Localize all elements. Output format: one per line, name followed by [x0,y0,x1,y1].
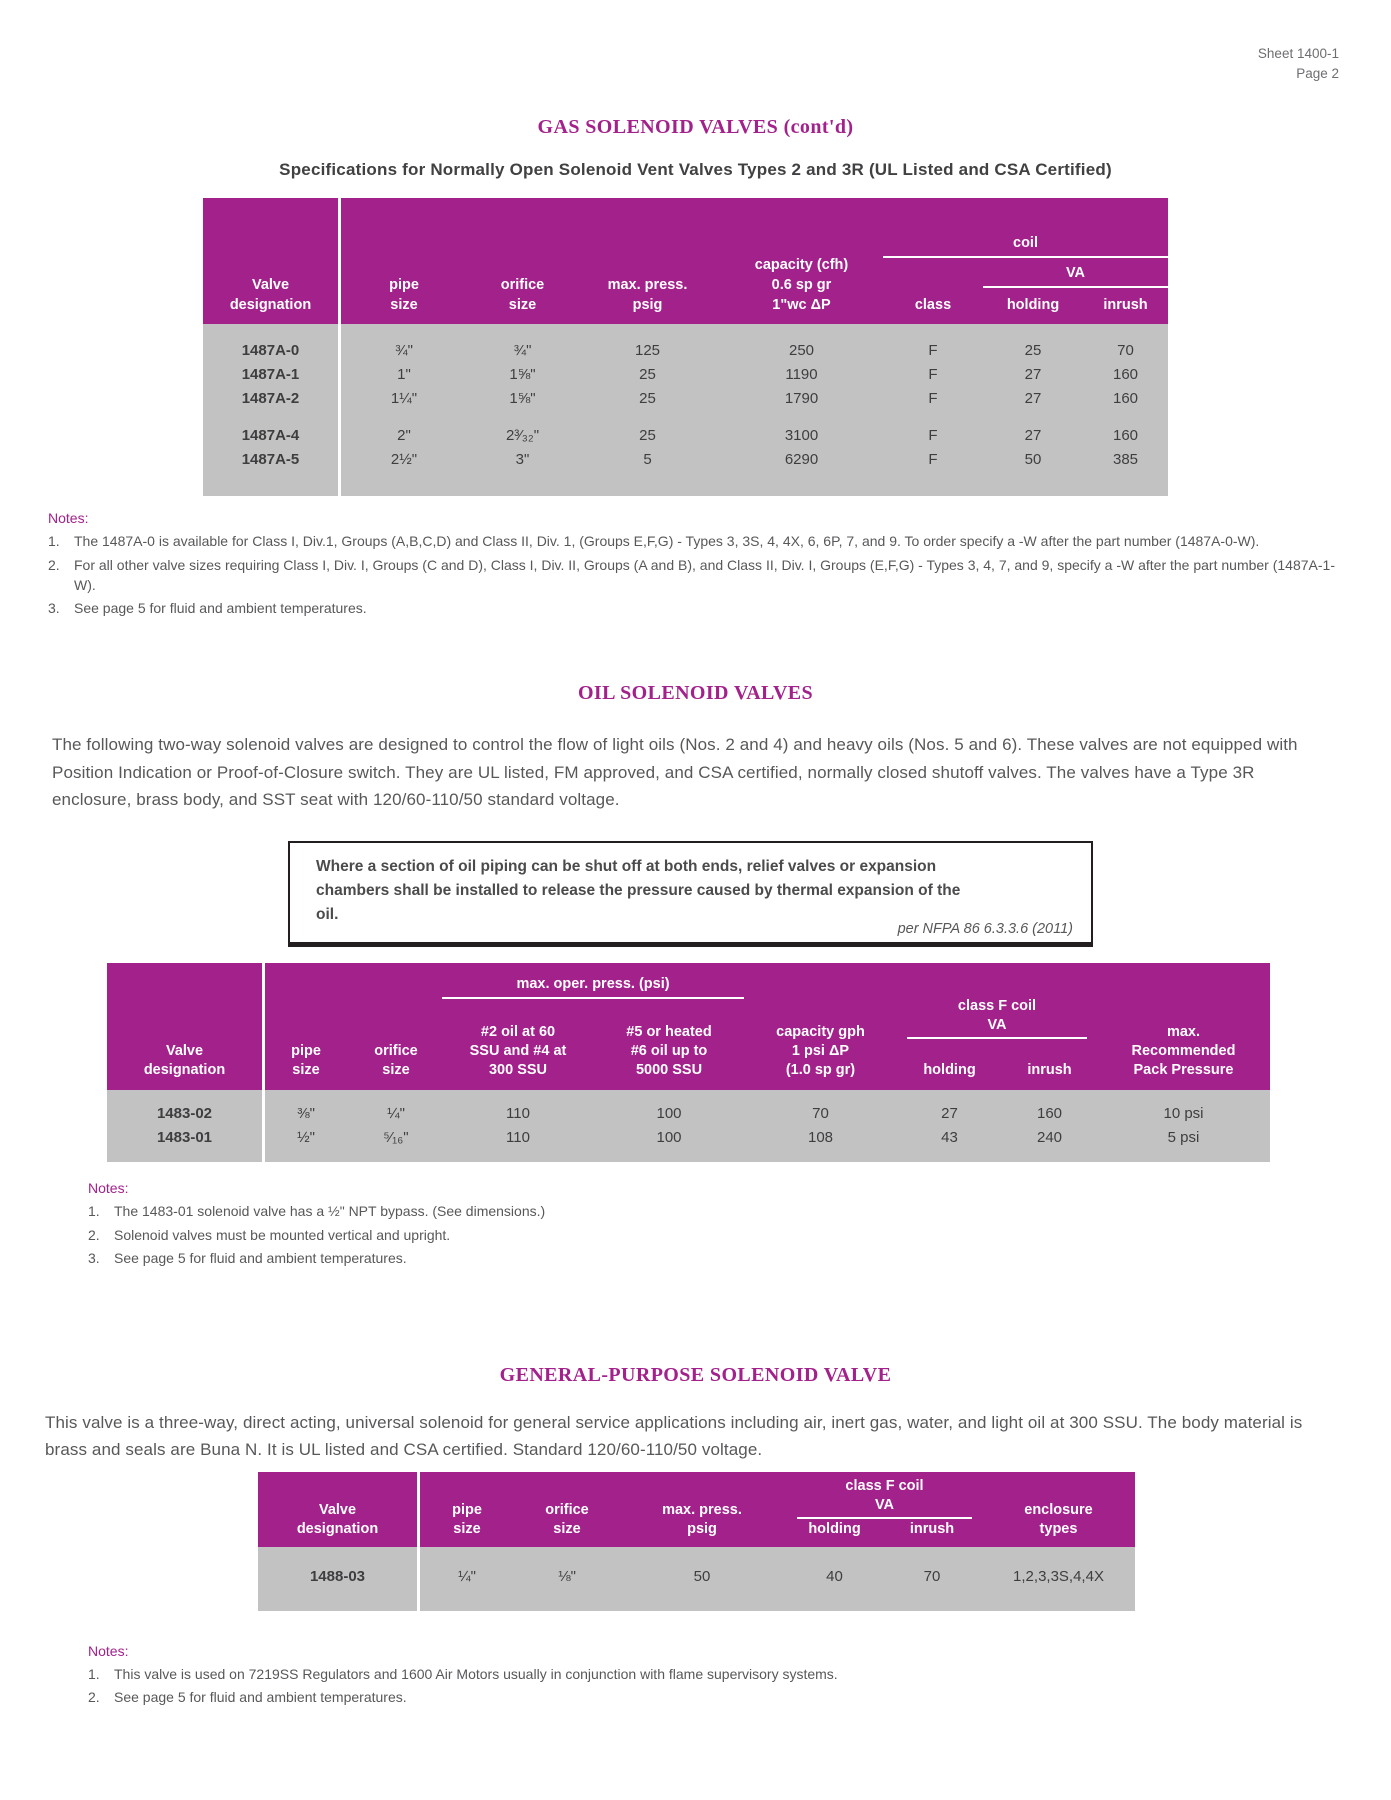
header-line: size [390,297,418,313]
table-cell: F [928,366,938,383]
header-line: Recommended [1131,1043,1236,1060]
header-line: holding [1006,297,1060,313]
col-header-valve-designation [258,1472,417,1547]
table-cell: 50 [1024,451,1042,468]
max-oper-press-group-header: max. oper. press. (psi) [442,975,744,999]
coil-group-header: coil [883,234,1168,258]
table-row [203,424,1168,448]
gp-table-body [258,1547,1135,1611]
note-item [88,1664,1308,1684]
table-cell: 250 [788,342,815,359]
table-row [203,448,1168,472]
col-header-capacity [744,963,897,1090]
header-line: max. press. [607,277,688,293]
table-cell: 10 psi [1163,1105,1204,1123]
note-number: 2. [88,1689,100,1706]
va-group-line: VA [907,1016,1087,1039]
col-header-pipe-size [338,198,470,324]
col-header-orifice-size [517,1472,617,1547]
gp-notes [88,1641,1308,1708]
header-line: 5000 SSU [635,1062,703,1079]
table-cell: 160 [1112,390,1139,407]
table-cell: 50 [693,1567,711,1585]
warning-text: Where a section of oil piping can be shut off at both ends, relief valves or expansion chambers shall be installed to release the pressure caused by thermal expansion of the oil. [316,858,961,924]
warning-attribution: per NFPA 86 6.3.3.6 (2011) [897,921,1073,938]
oil-valves-table [107,963,1270,1162]
gp-section-title: GENERAL-PURPOSE SOLENOID VALVE [499,1364,892,1387]
note-text: See page 5 for fluid and ambient temperatures. [114,1689,407,1706]
table-row [107,1102,1270,1126]
coil-group-line: class F coil [957,998,1037,1015]
col-header-pipe-size [262,963,350,1090]
note-number: 1. [88,1203,100,1220]
table-cell: ¼" [458,1567,476,1585]
table-cell: 1,2,3,3S,4,4X [1013,1567,1104,1585]
col-header-holding [983,198,1083,324]
table-cell: 2½" [390,451,418,468]
table-cell: 100 [656,1105,682,1123]
table-row [203,387,1168,411]
table-row [258,1565,1135,1589]
note-number: 3. [48,600,60,617]
column-divider [338,198,341,496]
table-cell: 1487A-1 [241,366,300,383]
header-line: class [914,297,952,313]
note-item [88,1248,1308,1268]
note-item [48,598,1340,618]
note-item [48,531,1340,551]
table-cell: 40 [826,1567,843,1585]
header-line: #2 oil at 60 [480,1024,556,1041]
table-cell: 110 [506,1105,530,1123]
header-line: holding [923,1062,976,1079]
header-line: holding [808,1520,861,1537]
header-line: size [508,297,537,313]
col-header-valve-designation [107,963,262,1090]
table-cell: 385 [1112,451,1139,468]
note-text: For all other valve sizes requiring Class I, Div. I, Groups (C and D), Class I, Div. II, Groups (A and B), and Class II, Div. I, Groups (E,F,G) - Types 3, 4, 7, and 9, specify a -W after the part number (1487A-1-W). [74,556,1335,593]
table-row [203,339,1168,363]
header-line: orifice [374,1043,418,1060]
col-header-pack-pressure [1097,963,1270,1090]
note-number: 1. [48,533,60,550]
gas-section-title: GAS SOLENOID VALVES (cont'd) [537,116,854,138]
note-item [88,1687,1308,1707]
col-header-orifice-size [350,963,442,1090]
table-cell: ⅜" [297,1105,315,1123]
class-f-coil-group-header [897,997,1097,1039]
table-cell: F [928,390,938,407]
col-header-valve-designation [203,198,338,324]
column-divider [417,1472,420,1611]
header-line: SSU and #4 at [469,1043,567,1060]
oil-section-paragraph: The following two-way solenoid valves are designed to control the flow of light oils (Nos. 2 and 4) and heavy oils (Nos. 5 and 6). These valves are not equipped with Position Indication or Proof-of-Closure switch. They are UL listed, FM approved, and CSA certified, normally closed shutoff valves. The valves have a Type 3R enclosure, brass body, and SST seat with 120/60-110/50 standard voltage. [52,735,1298,809]
table-cell: 1790 [784,390,819,407]
table-cell: 27 [941,1105,958,1123]
note-text: See page 5 for fluid and ambient temperatures. [74,600,367,617]
table-cell: 1487A-0 [241,342,300,359]
header-line: size [292,1062,320,1079]
header-line: size [453,1520,481,1537]
table-cell: 27 [1024,390,1042,407]
header-line: pipe [291,1043,321,1060]
header-line: #5 or heated [626,1024,712,1041]
table-cell: 2³⁄₃₂" [505,427,540,444]
nfpa-warning-box [288,841,1093,947]
table-cell: 3" [515,451,530,468]
table-cell: 5 psi [1167,1129,1200,1147]
table-cell: F [928,427,938,444]
header-line: orifice [500,277,545,293]
table-cell: 1488-03 [309,1567,366,1585]
table-row [107,1126,1270,1150]
class-f-coil-group-header [787,1477,982,1519]
col-header-capacity [720,198,883,324]
notes-label: Notes: [88,1642,129,1659]
gas-table-header [203,198,1168,324]
header-line: capacity gph [776,1024,865,1041]
note-number: 2. [48,556,60,573]
table-cell: F [928,451,938,468]
table-cell: 25 [1024,342,1042,359]
table-cell: F [928,342,938,359]
gas-section-subtitle: Specifications for Normally Open Solenoid Vent Valves Types 2 and 3R (UL Listed and CSA Certified) [279,160,1112,179]
table-cell: 5 [643,451,652,468]
table-cell: 1487A-5 [241,451,300,468]
header-line: inrush [1103,297,1148,313]
table-cell: 27 [1024,366,1042,383]
table-cell: 1487A-2 [241,390,300,407]
note-text: The 1483-01 solenoid valve has a ½" NPT bypass. (See dimensions.) [114,1203,546,1220]
header-line: 1 psi ΔP [791,1043,850,1060]
header-line: psig [632,297,663,313]
table-cell: 25 [639,427,656,444]
header-line: max. [1166,1024,1201,1041]
col-header-inrush [1083,198,1168,324]
table-cell: 43 [941,1129,958,1147]
column-divider [262,963,265,1162]
note-text: The 1487A-0 is available for Class I, Div.1, Groups (A,B,C,D) and Class II, Div. 1, (Groups E,F,G) - Types 3, 3S, 4, 4X, 6, 6P, 7, and 9. To order specify a -W after the part number (1487A-0-W). [74,533,1260,550]
gp-table-header [258,1472,1135,1547]
table-cell: 160 [1112,366,1139,383]
gas-table-rowgroup-1 [203,339,1168,411]
table-cell: 3100 [784,427,819,444]
table-cell: 70 [923,1567,941,1585]
table-cell: 25 [639,366,656,383]
header-line: 300 SSU [488,1062,548,1079]
header-line: max. press. [662,1501,742,1518]
header-line: size [553,1520,581,1537]
table-cell: 110 [506,1129,530,1147]
header-line: inrush [1027,1062,1072,1079]
header-line: types [1039,1520,1078,1537]
table-row [203,363,1168,387]
gas-table-rowgroup-2 [203,424,1168,472]
note-text: This valve is used on 7219SS Regulators and 1600 Air Motors usually in conjunction with flame supervisory systems. [114,1665,838,1682]
table-cell: 1¼" [390,390,418,407]
header-line: designation [229,297,312,313]
table-cell: 240 [1036,1129,1063,1147]
col-header-pipe-size [417,1472,517,1547]
note-number: 2. [88,1226,100,1243]
header-line: Valve [165,1043,204,1060]
oil-table-rows [107,1102,1270,1150]
note-item [48,555,1340,596]
gas-valves-table [203,198,1168,496]
table-cell: 70 [812,1105,829,1123]
table-cell: ⁵⁄₁₆" [383,1129,409,1147]
gp-table-column-headers [258,1472,1135,1547]
va-group-line: VA [797,1496,972,1519]
gp-section-paragraph: This valve is a three-way, direct acting, universal solenoid for general service applications including air, inert gas, water, and light oil at 300 SSU. The body material is brass and seals are Buna N. It is UL listed and CSA certified. Standard 120/60-110/50 voltage. [45,1413,1303,1460]
col-header-enclosure-types [982,1472,1135,1547]
note-number: 1. [88,1665,100,1682]
gas-table-body [203,324,1168,496]
table-cell: 1487A-4 [241,427,300,444]
header-line: designation [296,1520,379,1537]
table-cell: 160 [1036,1105,1063,1123]
header-line: Valve [318,1501,357,1518]
note-item [88,1225,1308,1245]
header-line: orifice [545,1501,589,1518]
note-text: Solenoid valves must be mounted vertical and upright. [114,1226,451,1243]
sheet-info [1258,44,1339,85]
col-header-max-press [617,1472,787,1547]
gas-notes [48,508,1340,618]
note-item [88,1201,1308,1221]
note-text: See page 5 for fluid and ambient temperatures. [114,1249,407,1266]
col-header-class [883,198,983,324]
va-group-header: VA [983,264,1168,288]
header-line: size [382,1062,410,1079]
table-cell: ⅛" [558,1567,576,1585]
col-header-orifice-size [470,198,575,324]
gp-valve-table [258,1472,1135,1611]
table-cell: 27 [1024,427,1042,444]
header-line: pipe [452,1501,482,1518]
header-line: Valve [251,277,290,293]
table-cell: 108 [807,1129,834,1147]
oil-section-title: OIL SOLENOID VALVES [577,682,814,705]
sheet-number: Sheet 1400-1 [1257,46,1339,61]
table-cell: 1" [397,366,411,383]
table-cell: 1⅝" [509,390,536,407]
table-cell: 1483-01 [156,1129,213,1147]
header-line: designation [143,1062,226,1079]
header-line: 0.6 sp gr [771,277,832,293]
table-cell: 6290 [784,451,819,468]
table-cell: 1483-02 [156,1105,213,1123]
table-cell: ½" [297,1129,315,1147]
note-number: 3. [88,1249,100,1266]
table-cell: 160 [1112,427,1139,444]
header-line: #6 oil up to [630,1043,708,1060]
table-cell: 25 [639,390,656,407]
table-cell: ¾" [395,342,413,359]
header-line: enclosure [1024,1501,1093,1518]
oil-table-header [107,963,1270,1090]
oil-table-body [107,1090,1270,1162]
header-line: psig [687,1520,717,1537]
table-cell: 125 [634,342,661,359]
page-number: Page 2 [1296,66,1339,82]
notes-label: Notes: [88,1180,129,1197]
header-line: (1.0 sp gr) [785,1062,856,1079]
header-line: capacity (cfh) [754,257,849,273]
gp-table-rows [258,1565,1135,1589]
col-header-max-press [575,198,720,324]
header-line: pipe [389,277,419,293]
table-cell: ¼" [387,1105,405,1123]
header-line: 1"wc ΔP [772,297,831,313]
gas-table-column-headers [203,198,1168,324]
header-line: Pack Pressure [1133,1062,1234,1079]
table-cell: 1190 [785,366,818,383]
oil-notes [88,1178,1308,1268]
table-cell: ¾" [513,342,532,359]
header-line: inrush [909,1520,955,1537]
coil-group-line: class F coil [845,1477,924,1494]
table-cell: 100 [656,1129,682,1147]
notes-label: Notes: [48,510,89,526]
table-cell: 2" [397,427,411,444]
table-cell: 1⅝" [509,366,536,383]
table-cell: 70 [1117,342,1134,359]
